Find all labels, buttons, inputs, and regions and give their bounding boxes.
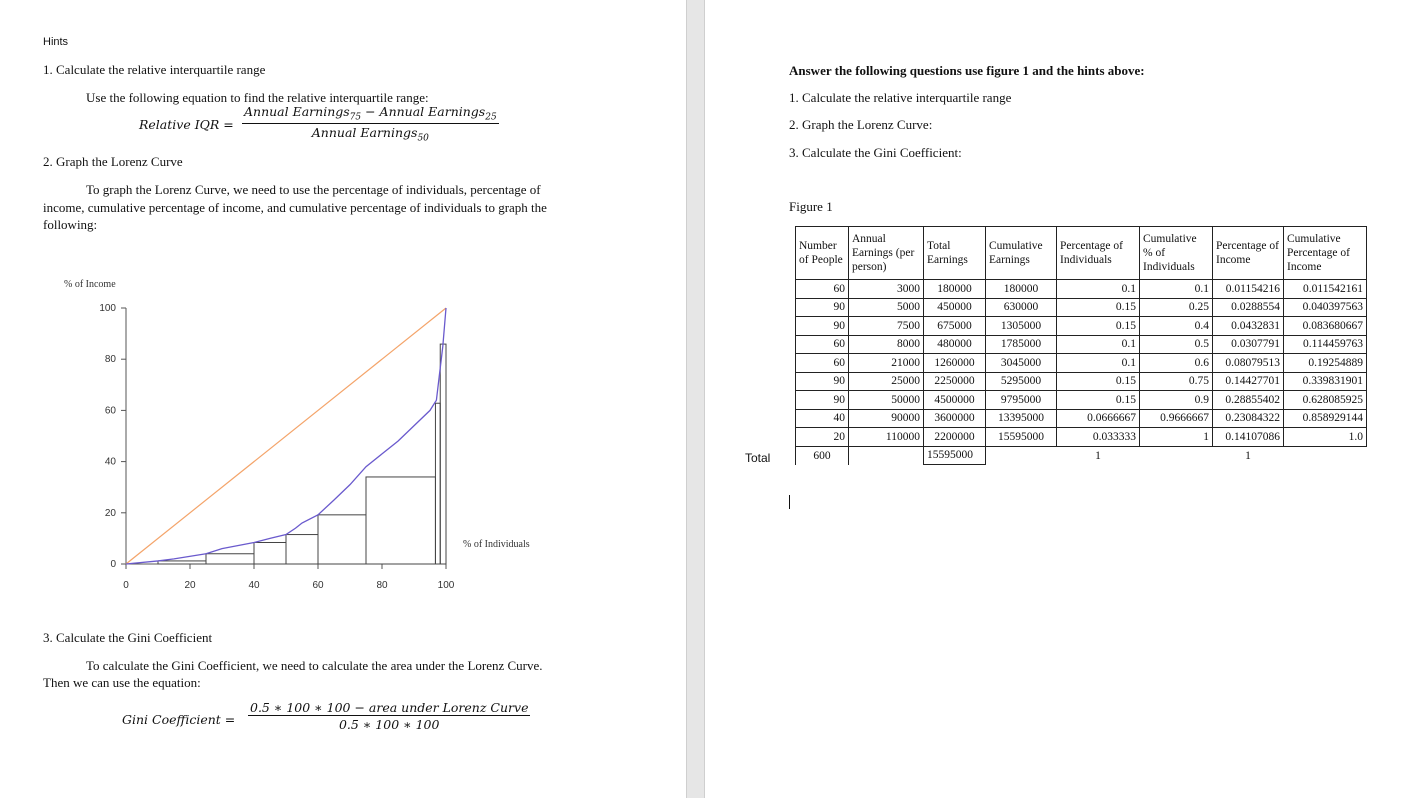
table-row: [796, 298, 1367, 317]
table-cell: 3600000: [924, 409, 986, 428]
section-2-line-1: To graph the Lorenz Curve, we need to use the percentage of individuals, percentage of: [86, 182, 541, 197]
table-total-cell: 1: [1095, 449, 1101, 462]
table-cell: 0.858929144: [1284, 409, 1367, 428]
table-cell: 110000: [849, 428, 924, 447]
table-cell: 90000: [849, 409, 924, 428]
table-cell: 0.14427701: [1213, 372, 1284, 391]
relative-iqr-numerator: Annual Earnings$_{75}$ − Annual Earnings$_{25}$: [244, 104, 497, 123]
table-cell: 40: [796, 409, 849, 428]
table-cell: 630000: [986, 298, 1057, 317]
header-cumulative-income: Cumulative Percentage of Income: [1284, 227, 1367, 280]
lorenz-step-bar: [158, 561, 206, 564]
lorenz-step-bar: [435, 403, 440, 564]
header-annual-earnings: Annual Earnings (per person): [849, 227, 924, 280]
y-tick-label: 20: [104, 507, 116, 519]
table-cell: 1: [1140, 428, 1213, 447]
table-total-cell: 600: [796, 446, 849, 465]
header-cumulative-earnings: Cumulative Earnings: [986, 227, 1057, 280]
table-cell: 0.28855402: [1213, 391, 1284, 410]
section-3-line-2: Then we can use the equation:: [43, 675, 201, 690]
table-cell: 15595000: [986, 428, 1057, 447]
table-total-cell: [1140, 446, 1213, 465]
header-number-of-people: Number of People: [796, 227, 849, 280]
equality-line: [126, 308, 446, 564]
total-label: Total: [745, 451, 771, 465]
table-total-row: [796, 446, 1367, 465]
table-cell: 0.75: [1140, 372, 1213, 391]
table-cell: 50000: [849, 391, 924, 410]
x-tick-label: 20: [184, 580, 196, 591]
y-tick-label: 60: [104, 405, 116, 417]
header-total-earnings: Total Earnings: [924, 227, 986, 280]
figure-label: Figure 1: [789, 199, 833, 214]
table-cell: 20: [796, 428, 849, 447]
table-cell: 90: [796, 391, 849, 410]
table-cell: 60: [796, 280, 849, 299]
table-cell: 90: [796, 317, 849, 336]
table-cell: 180000: [924, 280, 986, 299]
lorenz-step-bar: [440, 344, 446, 564]
header-percentage-of-income: Percentage of Income: [1213, 227, 1284, 280]
y-axis-label: % of Income: [64, 279, 116, 290]
income-table: [795, 226, 1367, 465]
table-cell: 0.15: [1057, 391, 1140, 410]
lorenz-step-bar: [286, 535, 318, 564]
table-cell: 0.15: [1057, 298, 1140, 317]
table-cell: 0.23084322: [1213, 409, 1284, 428]
table-cell: 3000: [849, 280, 924, 299]
table-cell: 25000: [849, 372, 924, 391]
table-cell: 0.19254889: [1284, 354, 1367, 373]
x-tick-label: 100: [437, 580, 455, 591]
y-tick-label: 100: [99, 303, 116, 314]
y-tick-label: 0: [110, 559, 116, 570]
table-cell: 0.15: [1057, 372, 1140, 391]
table-total-cell: 1: [1245, 449, 1251, 462]
table-cell: 60: [796, 335, 849, 354]
table-row: [796, 335, 1367, 354]
table-cell: 0.628085925: [1284, 391, 1367, 410]
table-cell: 0.040397563: [1284, 298, 1367, 317]
table-row: [796, 280, 1367, 299]
table-row: [796, 354, 1367, 373]
table-total-cell: [849, 446, 924, 465]
table-cell: 0.0432831: [1213, 317, 1284, 336]
section-3-heading: 3. Calculate the Gini Coefficient: [43, 630, 213, 645]
table-cell: 0.1: [1057, 280, 1140, 299]
question-1: 1. Calculate the relative interquartile range: [789, 90, 1012, 105]
table-cell: 480000: [924, 335, 986, 354]
section-2-line-3: following:: [43, 217, 98, 232]
table-cell: 1305000: [986, 317, 1057, 336]
table-cell: 0.0666667: [1057, 409, 1140, 428]
table-cell: 450000: [924, 298, 986, 317]
table-cell: 0.9: [1140, 391, 1213, 410]
table-cell: 0.339831901: [1284, 372, 1367, 391]
table-cell: 0.25: [1140, 298, 1213, 317]
table-cell: 2250000: [924, 372, 986, 391]
table-cell: 2200000: [924, 428, 986, 447]
gini-numerator: 0.5 ∗ 100 ∗ 100 − area under Lorenz Curve: [250, 700, 529, 715]
table-cell: 0.9666667: [1140, 409, 1213, 428]
table-cell: 0.4: [1140, 317, 1213, 336]
section-2-heading: 2. Graph the Lorenz Curve: [43, 154, 183, 169]
x-tick-label: 60: [312, 580, 324, 591]
lorenz-step-bar: [254, 542, 286, 564]
gini-fraction: [248, 700, 530, 732]
section-2-line-2: income, cumulative percentage of income, and cumulative percentage of individuals to graph the: [43, 200, 547, 215]
relative-iqr-fraction: [242, 104, 499, 143]
table-row: [796, 391, 1367, 410]
table-cell: 90: [796, 372, 849, 391]
instructions: Answer the following questions use figure 1 and the hints above:: [789, 63, 1145, 78]
table-cell: 0.5: [1140, 335, 1213, 354]
page-gutter: [686, 0, 705, 798]
table-cell: 5000: [849, 298, 924, 317]
table-cell: 0.1: [1140, 280, 1213, 299]
y-tick-label: 80: [104, 354, 116, 366]
table-cell: 60: [796, 354, 849, 373]
table-cell: 1785000: [986, 335, 1057, 354]
lorenz-step-bar: [206, 554, 254, 564]
y-tick-label: 40: [104, 456, 116, 468]
table-cell: 0.033333: [1057, 428, 1140, 447]
table-cell: 0.1: [1057, 354, 1140, 373]
table-cell: 0.01154216: [1213, 280, 1284, 299]
table-cell: 180000: [986, 280, 1057, 299]
gini-denominator: 0.5 ∗ 100 ∗ 100: [338, 717, 440, 732]
table-cell: 7500: [849, 317, 924, 336]
header-percentage-of-individuals: Percentage of Individuals: [1057, 227, 1140, 280]
table-cell: 0.0307791: [1213, 335, 1284, 354]
lorenz-step-bar: [318, 515, 366, 564]
table-cell: 3045000: [986, 354, 1057, 373]
question-3: 3. Calculate the Gini Coefficient:: [789, 145, 962, 160]
table-cell: 90: [796, 298, 849, 317]
table-cell: 0.083680667: [1284, 317, 1367, 336]
table-total-cell: [1284, 446, 1367, 465]
table-cell: 8000: [849, 335, 924, 354]
header-cumulative-individuals: Cumulative % of Individuals: [1140, 227, 1213, 280]
table-cell: 0.114459763: [1284, 335, 1367, 354]
table-cell: 0.0288554: [1213, 298, 1284, 317]
table-cell: 0.15: [1057, 317, 1140, 336]
table-total-cell: [986, 446, 1057, 465]
table-cell: 9795000: [986, 391, 1057, 410]
table-cell: 4500000: [924, 391, 986, 410]
question-2: 2. Graph the Lorenz Curve:: [789, 117, 933, 132]
table-cell: 1.0: [1284, 428, 1367, 447]
relative-iqr-denominator: Annual Earnings$_{50}$: [311, 124, 429, 143]
x-tick-label: 80: [376, 580, 388, 591]
table-cell: 1260000: [924, 354, 986, 373]
section-3-line-1: To calculate the Gini Coefficient, we need to calculate the area under the Lorenz Curve.: [86, 658, 543, 673]
table-row: [796, 428, 1367, 447]
section-1-intro: Use the following equation to find the relative interquartile range:: [86, 90, 429, 105]
table-row: [796, 317, 1367, 336]
x-axis-label: % of Individuals: [463, 539, 530, 550]
lorenz-step-bar: [366, 477, 435, 564]
table-cell: 0.08079513: [1213, 354, 1284, 373]
relative-iqr-lhs: Relative IQR =: [139, 117, 234, 132]
table-cell: 21000: [849, 354, 924, 373]
table-cell: 0.011542161: [1284, 280, 1367, 299]
text-cursor: [789, 495, 790, 509]
hints-title: Hints: [43, 36, 69, 48]
table-cell: 675000: [924, 317, 986, 336]
table-cell: 0.1: [1057, 335, 1140, 354]
section-1-heading: 1. Calculate the relative interquartile range: [43, 62, 266, 77]
gini-lhs: Gini Coefficient =: [122, 712, 236, 727]
table-row: [796, 409, 1367, 428]
table-row: [796, 372, 1367, 391]
table-cell: 5295000: [986, 372, 1057, 391]
x-tick-label: 40: [248, 580, 260, 591]
table-cell: 0.14107086: [1213, 428, 1284, 447]
table-header-row: [796, 227, 1367, 280]
x-tick-label: 0: [123, 580, 129, 591]
table-cell: 0.6: [1140, 354, 1213, 373]
lorenz-curve-chart: [40, 270, 560, 600]
table-total-cell: 15595000: [924, 446, 986, 465]
table-cell: 13395000: [986, 409, 1057, 428]
